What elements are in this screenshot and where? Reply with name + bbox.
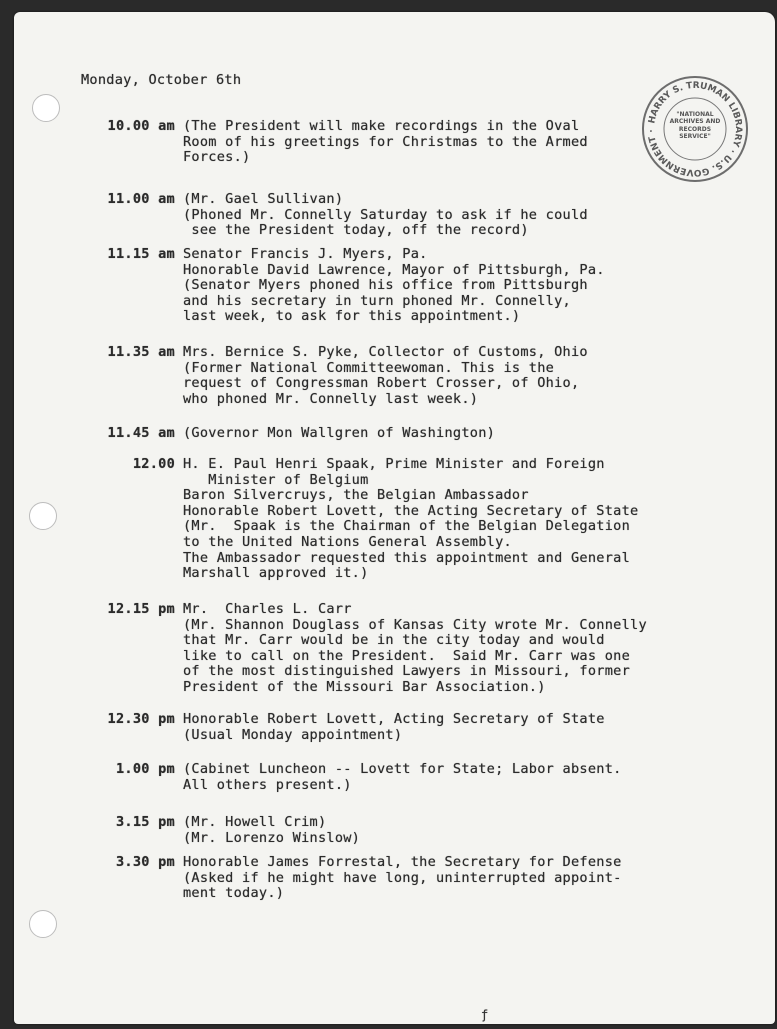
entry-line: H. E. Paul Henri Spaak, Prime Minister and Foreign [183,456,605,472]
entry-line: Mr. Charles L. Carr [183,601,352,617]
entry-time: 10.00 am [107,118,175,134]
entry-line: (Usual Monday appointment) [183,726,403,743]
entry-line: who phoned Mr. Connelly last week.) [183,390,479,407]
entry-time: 12.00 [132,456,175,472]
entry-line: Honorable James Forrestal, the Secretary for Defense [183,854,622,870]
entry-line: like to call on the President. Said Mr. Carr was one [183,647,631,664]
entry-line: last week, to ask for this appointment.) [183,308,521,325]
entry-line: Forces.) [183,149,251,166]
entry-line: (Mr. Gael Sullivan) [183,191,344,207]
entry-line: Marshall approved it.) [183,565,369,582]
entry-description [183,345,763,407]
entry-time: 12.15 pm [107,601,175,617]
entry-line: to the United Nations General Assembly. [183,533,512,550]
entry-line: All others present.) [183,776,352,793]
entry-time: 3.15 pm [115,814,175,830]
entry-line: (Mr. Spaak is the Chairman of the Belgian Delegation [183,518,631,535]
entry-line: (The President will make recordings in the Oval [183,118,580,134]
bottom-mark: ƒ [481,1008,489,1022]
entry-line: (Former National Committeewoman. This is the [183,359,555,376]
entry-time: 11.15 am [107,246,175,262]
entry-description [183,762,763,793]
entry-line: President of the Missouri Bar Association.) [183,678,546,695]
entry-line: that Mr. Carr would be in the city today and would [183,632,605,649]
entry-time: 12.30 pm [107,711,175,727]
document-page [14,12,775,1024]
entry-line: (Cabinet Luncheon -- Lovett for State; Labor absent. [183,761,622,777]
entry-description [183,119,763,166]
schedule-text [14,12,775,1024]
entry-description [183,602,763,696]
entry-description [183,855,763,902]
entry-time: 1.00 pm [115,761,175,777]
entry-line: ment today.) [183,885,285,902]
entry-description [183,192,763,239]
entry-line: (Mr. Lorenzo Winslow) [183,829,361,846]
entry-description [183,457,763,582]
entry-time: 11.45 am [107,425,175,441]
entry-line: Room of his greetings for Christmas to the Armed [183,133,588,150]
stamp-inner-text: "NATIONAL ARCHIVES AND RECORDS SERVICE" [669,111,721,141]
entry-line: (Mr. Shannon Douglass of Kansas City wrote Mr. Connelly [183,616,647,633]
entry-time: 3.30 pm [115,854,175,870]
entry-line: Honorable David Lawrence, Mayor of Pittsburgh, Pa. [183,261,605,278]
entry-line: Minister of Belgium [183,471,369,488]
entry-time: 11.00 am [107,191,175,207]
entry-line: Senator Francis J. Myers, Pa. [183,246,428,262]
entry-description [183,712,763,743]
entry-description [183,426,763,442]
stamp-ring-text: HARRY S. TRUMAN LIBRARY · U.S. GOVERNMENT · [646,80,744,178]
entry-time: 11.35 am [107,344,175,360]
entry-line: (Mr. Howell Crim) [183,814,327,830]
entry-line: (Phoned Mr. Connelly Saturday to ask if he could [183,206,588,223]
page-date: Monday, October 6th [81,72,242,88]
entry-line: The Ambassador requested this appointment and General [183,549,631,566]
entry-line: Honorable Robert Lovett, Acting Secretary of State [183,711,605,727]
entry-line: of the most distinguished Lawyers in Missouri, former [183,663,631,680]
entry-description [183,247,763,325]
entry-line: (Asked if he might have long, uninterrupted appoint- [183,869,622,886]
entry-line: Baron Silvercruys, the Belgian Ambassador [183,487,529,504]
entry-line: and his secretary in turn phoned Mr. Connelly, [183,292,571,309]
entry-line: (Governor Mon Wallgren of Washington) [183,425,496,441]
entry-line: Mrs. Bernice S. Pyke, Collector of Customs, Ohio [183,344,588,360]
entry-line: see the President today, off the record) [183,222,529,239]
entry-line: (Senator Myers phoned his office from Pittsburgh [183,277,588,294]
entry-line: request of Congressman Robert Crosser, of Ohio, [183,375,580,392]
entry-line: Honorable Robert Lovett, the Acting Secretary of State [183,502,639,519]
entry-description [183,815,763,846]
